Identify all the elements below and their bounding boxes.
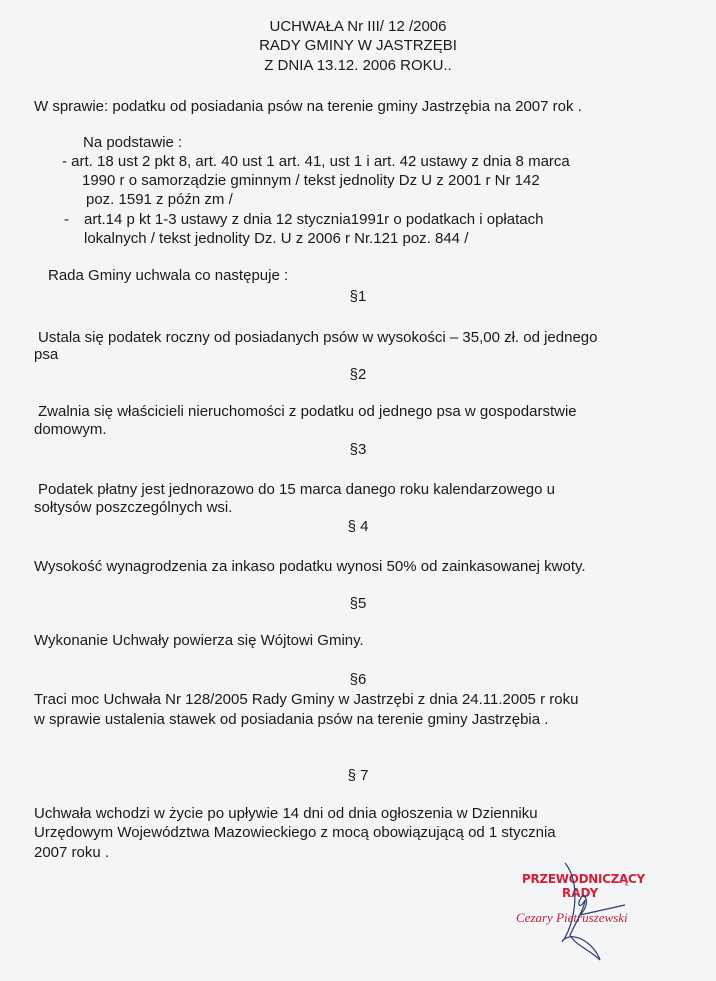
stamp-name: Cezary Pietruszewski xyxy=(516,910,628,925)
section-number: §2 xyxy=(349,366,367,383)
section-text: Urzędowym Województwa Mazowieckiego z mocą obowiązującą od 1 stycznia xyxy=(34,824,556,841)
section-text: domowym. xyxy=(34,421,107,438)
section-text: Wykonanie Uchwały powierza się Wójtowi Gminy. xyxy=(34,632,364,649)
basis-line: art.14 p kt 1-3 ustawy z dnia 12 stycznia1991r o podatkach i opłatach xyxy=(84,211,544,228)
resolution-date: Z DNIA 13.12. 2006 ROKU.. xyxy=(264,57,452,74)
signature-icon xyxy=(555,855,635,965)
subject: W sprawie: podatku od posiadania psów na terenie gminy Jastrzębia na 2007 rok . xyxy=(34,98,582,115)
section-text: Podatek płatny jest jednorazowo do 15 marca danego roku kalendarzowego u xyxy=(38,481,556,498)
section-number: §3 xyxy=(349,441,367,458)
stamp-title: PRZEWODNICZĄCY xyxy=(522,872,645,886)
basis-line: - art. 18 ust 2 pkt 8, art. 40 ust 1 art. 41, ust 1 i art. 42 ustawy z dnia 8 marca xyxy=(62,153,570,170)
section-number: §1 xyxy=(349,288,367,305)
basis-bullet: - xyxy=(64,211,69,228)
section-text: Zwalnia się właścicieli nieruchomości z podatku od jednego psa w gospodarstwie xyxy=(38,403,577,420)
section-text: Wysokość wynagrodzenia za inkaso podatku wynosi 50% od zainkasowanej kwoty. xyxy=(34,558,586,575)
resolution-number: UCHWAŁA Nr III/ 12 /2006 xyxy=(269,18,447,35)
section-number: §6 xyxy=(349,671,367,688)
stamp-subtitle: RADY xyxy=(562,886,599,900)
basis-line: lokalnych / tekst jednolity Dz. U z 2006 r Nr.121 poz. 844 / xyxy=(84,230,469,247)
section-text: Ustala się podatek roczny od posiadanych psów w wysokości – 35,00 zł. od jednego xyxy=(38,329,598,346)
basis-intro: Na podstawie : xyxy=(83,134,183,151)
section-text: 2007 roku . xyxy=(34,844,110,861)
section-text: Traci moc Uchwała Nr 128/2005 Rady Gminy w Jastrzębi z dnia 24.11.2005 r roku xyxy=(34,691,579,708)
section-text: Uchwała wchodzi w życie po upływie 14 dni od dnia ogłoszenia w Dzienniku xyxy=(34,805,538,822)
section-number: § 4 xyxy=(347,518,369,535)
section-text: w sprawie ustalenia stawek od posiadania psów na terenie gminy Jastrzębia . xyxy=(34,711,549,728)
section-text: psa xyxy=(34,346,59,363)
basis-line: poz. 1591 z późn zm / xyxy=(86,191,233,208)
basis-line: 1990 r o samorządzie gminnym / tekst jednolity Dz U z 2001 r Nr 142 xyxy=(82,172,540,189)
section-number: § 7 xyxy=(347,767,369,784)
council-name: RADY GMINY W JASTRZĘBI xyxy=(259,37,457,54)
resolves-statement: Rada Gminy uchwala co następuje : xyxy=(48,267,289,284)
section-text: sołtysów poszczególnych wsi. xyxy=(34,499,233,516)
section-number: §5 xyxy=(349,595,367,612)
